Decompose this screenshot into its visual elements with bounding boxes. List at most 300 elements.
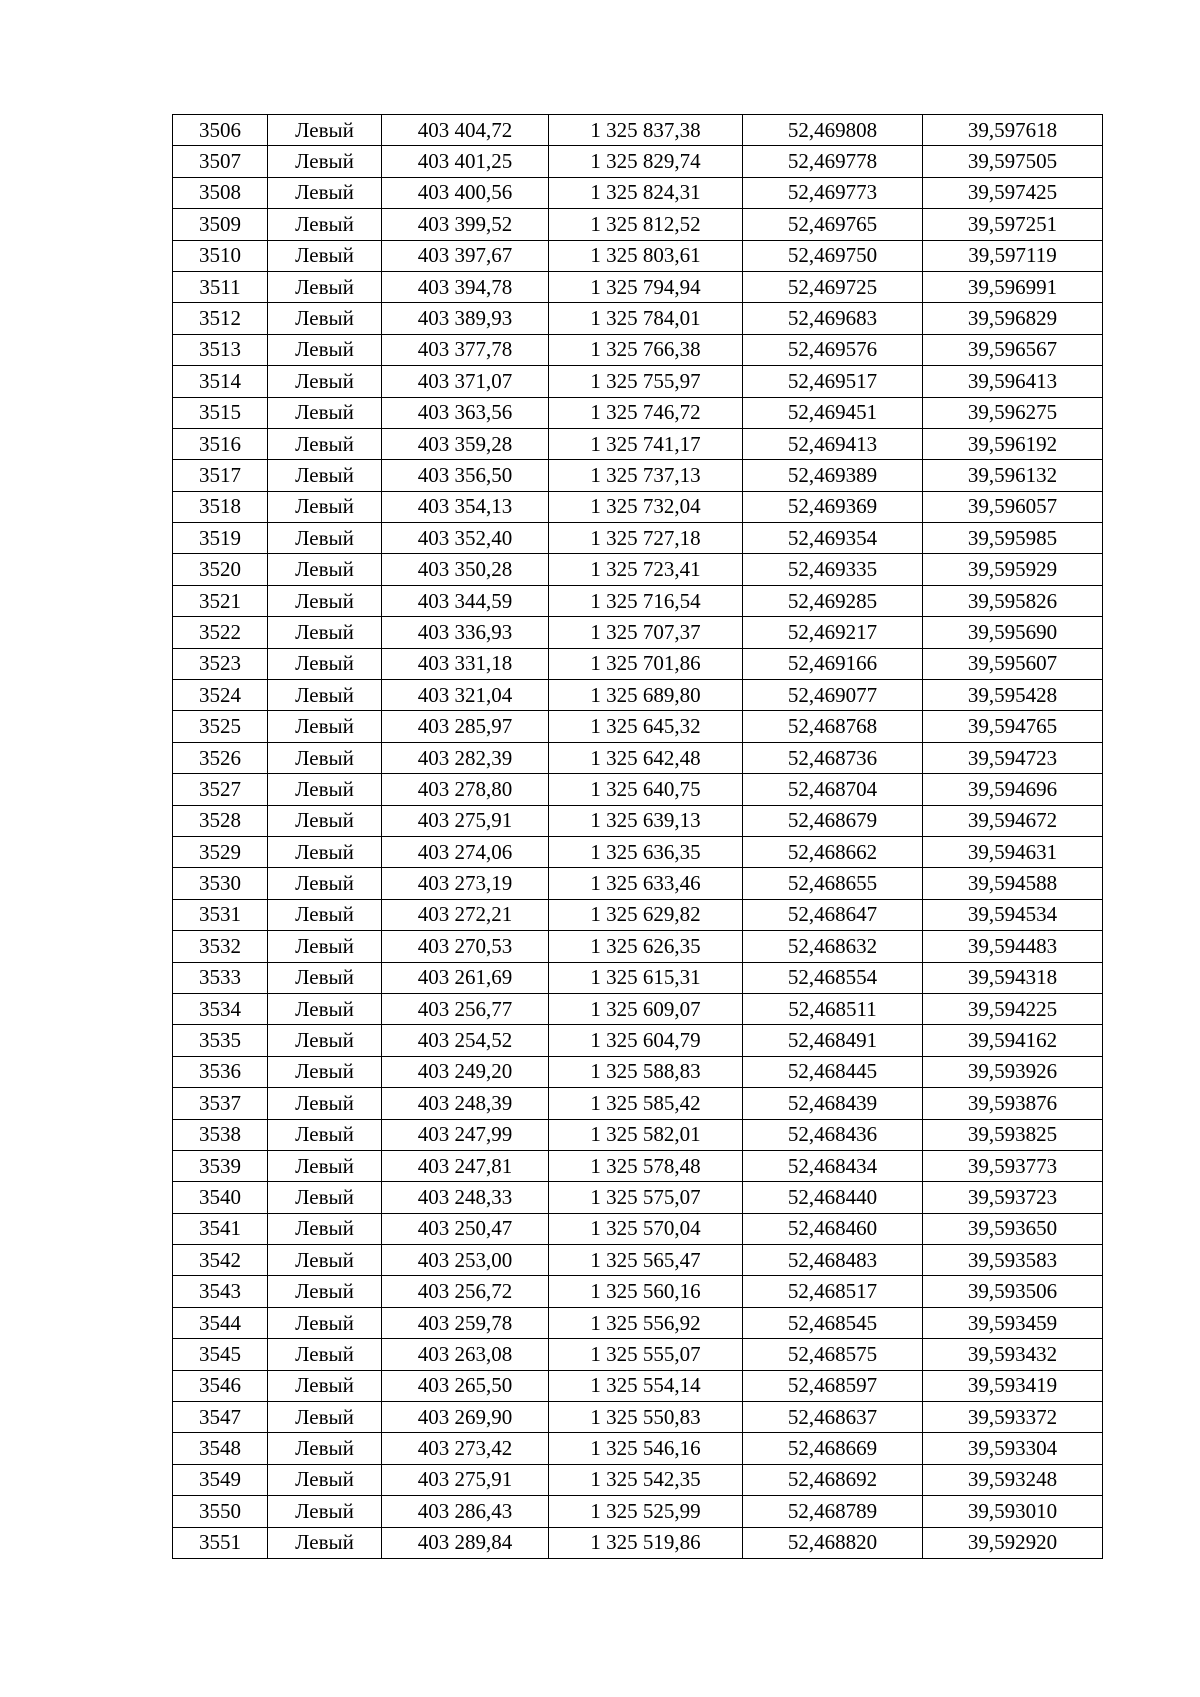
- longitude-cell: 39,594318: [923, 962, 1103, 993]
- table-row: [173, 868, 1103, 899]
- y-coordinate-cell: 1 325 723,41: [549, 554, 743, 585]
- point-number-cell: 3540: [173, 1182, 268, 1213]
- y-coordinate-cell: 1 325 727,18: [549, 523, 743, 554]
- point-number-cell: 3523: [173, 648, 268, 679]
- table-row: [173, 523, 1103, 554]
- longitude-cell: 39,594723: [923, 742, 1103, 773]
- point-number-cell: 3519: [173, 523, 268, 554]
- table-row: [173, 491, 1103, 522]
- latitude-cell: 52,469725: [743, 271, 923, 302]
- x-coordinate-cell: 403 256,77: [382, 993, 549, 1024]
- side-cell: Левый: [268, 334, 382, 365]
- table-row: [173, 1370, 1103, 1401]
- side-cell: Левый: [268, 1276, 382, 1307]
- longitude-cell: 39,593773: [923, 1150, 1103, 1181]
- y-coordinate-cell: 1 325 803,61: [549, 240, 743, 271]
- side-cell: Левый: [268, 805, 382, 836]
- y-coordinate-cell: 1 325 556,92: [549, 1307, 743, 1338]
- point-number-cell: 3520: [173, 554, 268, 585]
- longitude-cell: 39,593010: [923, 1496, 1103, 1527]
- latitude-cell: 52,469354: [743, 523, 923, 554]
- point-number-cell: 3514: [173, 366, 268, 397]
- point-number-cell: 3535: [173, 1025, 268, 1056]
- point-number-cell: 3525: [173, 711, 268, 742]
- y-coordinate-cell: 1 325 615,31: [549, 962, 743, 993]
- longitude-cell: 39,594672: [923, 805, 1103, 836]
- x-coordinate-cell: 403 250,47: [382, 1213, 549, 1244]
- side-cell: Левый: [268, 209, 382, 240]
- point-number-cell: 3516: [173, 428, 268, 459]
- point-number-cell: 3539: [173, 1150, 268, 1181]
- y-coordinate-cell: 1 325 582,01: [549, 1119, 743, 1150]
- x-coordinate-cell: 403 371,07: [382, 366, 549, 397]
- longitude-cell: 39,597618: [923, 115, 1103, 146]
- longitude-cell: 39,593876: [923, 1088, 1103, 1119]
- table-row: [173, 1088, 1103, 1119]
- latitude-cell: 52,469750: [743, 240, 923, 271]
- y-coordinate-cell: 1 325 546,16: [549, 1433, 743, 1464]
- latitude-cell: 52,469808: [743, 115, 923, 146]
- table-row: [173, 1402, 1103, 1433]
- x-coordinate-cell: 403 247,99: [382, 1119, 549, 1150]
- x-coordinate-cell: 403 344,59: [382, 585, 549, 616]
- longitude-cell: 39,593372: [923, 1402, 1103, 1433]
- latitude-cell: 52,468669: [743, 1433, 923, 1464]
- side-cell: Левый: [268, 585, 382, 616]
- side-cell: Левый: [268, 428, 382, 459]
- table-row: [173, 334, 1103, 365]
- x-coordinate-cell: 403 259,78: [382, 1307, 549, 1338]
- table-row: [173, 774, 1103, 805]
- x-coordinate-cell: 403 256,72: [382, 1276, 549, 1307]
- y-coordinate-cell: 1 325 784,01: [549, 303, 743, 334]
- side-cell: Левый: [268, 617, 382, 648]
- side-cell: Левый: [268, 460, 382, 491]
- latitude-cell: 52,468789: [743, 1496, 923, 1527]
- y-coordinate-cell: 1 325 609,07: [549, 993, 743, 1024]
- y-coordinate-cell: 1 325 755,97: [549, 366, 743, 397]
- point-number-cell: 3549: [173, 1464, 268, 1495]
- x-coordinate-cell: 403 399,52: [382, 209, 549, 240]
- table-row: [173, 1213, 1103, 1244]
- x-coordinate-cell: 403 352,40: [382, 523, 549, 554]
- x-coordinate-cell: 403 253,00: [382, 1245, 549, 1276]
- table-row: [173, 617, 1103, 648]
- side-cell: Левый: [268, 993, 382, 1024]
- table-row: [173, 1245, 1103, 1276]
- longitude-cell: 39,595985: [923, 523, 1103, 554]
- point-number-cell: 3524: [173, 680, 268, 711]
- y-coordinate-cell: 1 325 766,38: [549, 334, 743, 365]
- y-coordinate-cell: 1 325 794,94: [549, 271, 743, 302]
- longitude-cell: 39,596275: [923, 397, 1103, 428]
- table-row: [173, 240, 1103, 271]
- point-number-cell: 3537: [173, 1088, 268, 1119]
- side-cell: Левый: [268, 899, 382, 930]
- side-cell: Левый: [268, 1339, 382, 1370]
- table-row: [173, 1307, 1103, 1338]
- side-cell: Левый: [268, 146, 382, 177]
- longitude-cell: 39,596829: [923, 303, 1103, 334]
- point-number-cell: 3533: [173, 962, 268, 993]
- x-coordinate-cell: 403 273,19: [382, 868, 549, 899]
- longitude-cell: 39,597505: [923, 146, 1103, 177]
- latitude-cell: 52,468647: [743, 899, 923, 930]
- x-coordinate-cell: 403 274,06: [382, 836, 549, 867]
- table-row: [173, 428, 1103, 459]
- side-cell: Левый: [268, 491, 382, 522]
- latitude-cell: 52,468632: [743, 931, 923, 962]
- x-coordinate-cell: 403 285,97: [382, 711, 549, 742]
- point-number-cell: 3518: [173, 491, 268, 522]
- point-number-cell: 3506: [173, 115, 268, 146]
- latitude-cell: 52,469765: [743, 209, 923, 240]
- table-row: [173, 1496, 1103, 1527]
- x-coordinate-cell: 403 254,52: [382, 1025, 549, 1056]
- table-row: [173, 1150, 1103, 1181]
- y-coordinate-cell: 1 325 645,32: [549, 711, 743, 742]
- point-number-cell: 3551: [173, 1527, 268, 1558]
- side-cell: Левый: [268, 742, 382, 773]
- x-coordinate-cell: 403 282,39: [382, 742, 549, 773]
- latitude-cell: 52,468491: [743, 1025, 923, 1056]
- longitude-cell: 39,593432: [923, 1339, 1103, 1370]
- side-cell: Левый: [268, 836, 382, 867]
- latitude-cell: 52,469773: [743, 177, 923, 208]
- y-coordinate-cell: 1 325 570,04: [549, 1213, 743, 1244]
- longitude-cell: 39,593723: [923, 1182, 1103, 1213]
- point-number-cell: 3512: [173, 303, 268, 334]
- latitude-cell: 52,468445: [743, 1056, 923, 1087]
- coordinates-table-body: [173, 115, 1103, 1559]
- longitude-cell: 39,593825: [923, 1119, 1103, 1150]
- coordinates-table: [172, 114, 1103, 1559]
- x-coordinate-cell: 403 359,28: [382, 428, 549, 459]
- x-coordinate-cell: 403 249,20: [382, 1056, 549, 1087]
- longitude-cell: 39,597251: [923, 209, 1103, 240]
- side-cell: Левый: [268, 962, 382, 993]
- longitude-cell: 39,593926: [923, 1056, 1103, 1087]
- y-coordinate-cell: 1 325 689,80: [549, 680, 743, 711]
- longitude-cell: 39,595428: [923, 680, 1103, 711]
- point-number-cell: 3544: [173, 1307, 268, 1338]
- longitude-cell: 39,596132: [923, 460, 1103, 491]
- point-number-cell: 3509: [173, 209, 268, 240]
- latitude-cell: 52,469369: [743, 491, 923, 522]
- latitude-cell: 52,468637: [743, 1402, 923, 1433]
- side-cell: Левый: [268, 648, 382, 679]
- x-coordinate-cell: 403 247,81: [382, 1150, 549, 1181]
- longitude-cell: 39,595929: [923, 554, 1103, 585]
- latitude-cell: 52,468679: [743, 805, 923, 836]
- y-coordinate-cell: 1 325 604,79: [549, 1025, 743, 1056]
- table-row: [173, 899, 1103, 930]
- table-row: [173, 115, 1103, 146]
- longitude-cell: 39,594225: [923, 993, 1103, 1024]
- table-row: [173, 303, 1103, 334]
- side-cell: Левый: [268, 774, 382, 805]
- table-row: [173, 146, 1103, 177]
- point-number-cell: 3513: [173, 334, 268, 365]
- y-coordinate-cell: 1 325 542,35: [549, 1464, 743, 1495]
- longitude-cell: 39,593419: [923, 1370, 1103, 1401]
- side-cell: Левый: [268, 366, 382, 397]
- table-row: [173, 648, 1103, 679]
- table-row: [173, 271, 1103, 302]
- y-coordinate-cell: 1 325 550,83: [549, 1402, 743, 1433]
- table-row: [173, 1527, 1103, 1558]
- side-cell: Левый: [268, 931, 382, 962]
- longitude-cell: 39,593650: [923, 1213, 1103, 1244]
- x-coordinate-cell: 403 278,80: [382, 774, 549, 805]
- y-coordinate-cell: 1 325 812,52: [549, 209, 743, 240]
- x-coordinate-cell: 403 286,43: [382, 1496, 549, 1527]
- longitude-cell: 39,593583: [923, 1245, 1103, 1276]
- point-number-cell: 3531: [173, 899, 268, 930]
- y-coordinate-cell: 1 325 829,74: [549, 146, 743, 177]
- point-number-cell: 3507: [173, 146, 268, 177]
- longitude-cell: 39,597119: [923, 240, 1103, 271]
- point-number-cell: 3538: [173, 1119, 268, 1150]
- longitude-cell: 39,594588: [923, 868, 1103, 899]
- latitude-cell: 52,468820: [743, 1527, 923, 1558]
- latitude-cell: 52,468460: [743, 1213, 923, 1244]
- y-coordinate-cell: 1 325 737,13: [549, 460, 743, 491]
- y-coordinate-cell: 1 325 824,31: [549, 177, 743, 208]
- x-coordinate-cell: 403 289,84: [382, 1527, 549, 1558]
- x-coordinate-cell: 403 263,08: [382, 1339, 549, 1370]
- table-row: [173, 1433, 1103, 1464]
- x-coordinate-cell: 403 404,72: [382, 115, 549, 146]
- x-coordinate-cell: 403 270,53: [382, 931, 549, 962]
- point-number-cell: 3536: [173, 1056, 268, 1087]
- longitude-cell: 39,593459: [923, 1307, 1103, 1338]
- y-coordinate-cell: 1 325 746,72: [549, 397, 743, 428]
- side-cell: Левый: [268, 1370, 382, 1401]
- point-number-cell: 3530: [173, 868, 268, 899]
- longitude-cell: 39,594631: [923, 836, 1103, 867]
- side-cell: Левый: [268, 1150, 382, 1181]
- table-row: [173, 366, 1103, 397]
- table-row: [173, 209, 1103, 240]
- point-number-cell: 3526: [173, 742, 268, 773]
- latitude-cell: 52,469683: [743, 303, 923, 334]
- table-row: [173, 680, 1103, 711]
- point-number-cell: 3541: [173, 1213, 268, 1244]
- latitude-cell: 52,468662: [743, 836, 923, 867]
- x-coordinate-cell: 403 331,18: [382, 648, 549, 679]
- point-number-cell: 3548: [173, 1433, 268, 1464]
- latitude-cell: 52,469451: [743, 397, 923, 428]
- point-number-cell: 3543: [173, 1276, 268, 1307]
- side-cell: Левый: [268, 397, 382, 428]
- table-row: [173, 397, 1103, 428]
- table-row: [173, 962, 1103, 993]
- y-coordinate-cell: 1 325 578,48: [549, 1150, 743, 1181]
- longitude-cell: 39,594696: [923, 774, 1103, 805]
- x-coordinate-cell: 403 248,33: [382, 1182, 549, 1213]
- longitude-cell: 39,593304: [923, 1433, 1103, 1464]
- side-cell: Левый: [268, 1182, 382, 1213]
- x-coordinate-cell: 403 389,93: [382, 303, 549, 334]
- x-coordinate-cell: 403 350,28: [382, 554, 549, 585]
- x-coordinate-cell: 403 377,78: [382, 334, 549, 365]
- point-number-cell: 3532: [173, 931, 268, 962]
- table-row: [173, 993, 1103, 1024]
- x-coordinate-cell: 403 397,67: [382, 240, 549, 271]
- latitude-cell: 52,468575: [743, 1339, 923, 1370]
- point-number-cell: 3517: [173, 460, 268, 491]
- y-coordinate-cell: 1 325 585,42: [549, 1088, 743, 1119]
- table-row: [173, 585, 1103, 616]
- latitude-cell: 52,468439: [743, 1088, 923, 1119]
- latitude-cell: 52,468655: [743, 868, 923, 899]
- side-cell: Левый: [268, 680, 382, 711]
- point-number-cell: 3550: [173, 1496, 268, 1527]
- y-coordinate-cell: 1 325 716,54: [549, 585, 743, 616]
- side-cell: Левый: [268, 1496, 382, 1527]
- x-coordinate-cell: 403 275,91: [382, 1464, 549, 1495]
- y-coordinate-cell: 1 325 626,35: [549, 931, 743, 962]
- y-coordinate-cell: 1 325 707,37: [549, 617, 743, 648]
- point-number-cell: 3542: [173, 1245, 268, 1276]
- latitude-cell: 52,468483: [743, 1245, 923, 1276]
- point-number-cell: 3515: [173, 397, 268, 428]
- latitude-cell: 52,468511: [743, 993, 923, 1024]
- side-cell: Левый: [268, 271, 382, 302]
- x-coordinate-cell: 403 272,21: [382, 899, 549, 930]
- side-cell: Левый: [268, 115, 382, 146]
- latitude-cell: 52,469413: [743, 428, 923, 459]
- y-coordinate-cell: 1 325 642,48: [549, 742, 743, 773]
- y-coordinate-cell: 1 325 633,46: [549, 868, 743, 899]
- point-number-cell: 3511: [173, 271, 268, 302]
- x-coordinate-cell: 403 269,90: [382, 1402, 549, 1433]
- x-coordinate-cell: 403 265,50: [382, 1370, 549, 1401]
- latitude-cell: 52,469778: [743, 146, 923, 177]
- y-coordinate-cell: 1 325 741,17: [549, 428, 743, 459]
- point-number-cell: 3528: [173, 805, 268, 836]
- table-row: [173, 1056, 1103, 1087]
- table-row: [173, 836, 1103, 867]
- y-coordinate-cell: 1 325 837,38: [549, 115, 743, 146]
- x-coordinate-cell: 403 273,42: [382, 1433, 549, 1464]
- point-number-cell: 3522: [173, 617, 268, 648]
- longitude-cell: 39,596192: [923, 428, 1103, 459]
- latitude-cell: 52,468768: [743, 711, 923, 742]
- table-row: [173, 711, 1103, 742]
- side-cell: Левый: [268, 554, 382, 585]
- point-number-cell: 3527: [173, 774, 268, 805]
- table-row: [173, 742, 1103, 773]
- y-coordinate-cell: 1 325 555,07: [549, 1339, 743, 1370]
- y-coordinate-cell: 1 325 575,07: [549, 1182, 743, 1213]
- longitude-cell: 39,597425: [923, 177, 1103, 208]
- y-coordinate-cell: 1 325 565,47: [549, 1245, 743, 1276]
- side-cell: Левый: [268, 868, 382, 899]
- point-number-cell: 3510: [173, 240, 268, 271]
- side-cell: Левый: [268, 1433, 382, 1464]
- longitude-cell: 39,592920: [923, 1527, 1103, 1558]
- longitude-cell: 39,596057: [923, 491, 1103, 522]
- side-cell: Левый: [268, 1307, 382, 1338]
- x-coordinate-cell: 403 356,50: [382, 460, 549, 491]
- side-cell: Левый: [268, 1213, 382, 1244]
- table-row: [173, 1276, 1103, 1307]
- side-cell: Левый: [268, 177, 382, 208]
- y-coordinate-cell: 1 325 560,16: [549, 1276, 743, 1307]
- longitude-cell: 39,593506: [923, 1276, 1103, 1307]
- y-coordinate-cell: 1 325 636,35: [549, 836, 743, 867]
- point-number-cell: 3547: [173, 1402, 268, 1433]
- latitude-cell: 52,469077: [743, 680, 923, 711]
- table-row: [173, 460, 1103, 491]
- x-coordinate-cell: 403 336,93: [382, 617, 549, 648]
- x-coordinate-cell: 403 363,56: [382, 397, 549, 428]
- y-coordinate-cell: 1 325 701,86: [549, 648, 743, 679]
- side-cell: Левый: [268, 1527, 382, 1558]
- table-row: [173, 177, 1103, 208]
- point-number-cell: 3545: [173, 1339, 268, 1370]
- table-row: [173, 554, 1103, 585]
- latitude-cell: 52,468517: [743, 1276, 923, 1307]
- side-cell: Левый: [268, 1402, 382, 1433]
- y-coordinate-cell: 1 325 640,75: [549, 774, 743, 805]
- latitude-cell: 52,468736: [743, 742, 923, 773]
- side-cell: Левый: [268, 1245, 382, 1276]
- point-number-cell: 3508: [173, 177, 268, 208]
- side-cell: Левый: [268, 303, 382, 334]
- latitude-cell: 52,468692: [743, 1464, 923, 1495]
- latitude-cell: 52,469335: [743, 554, 923, 585]
- y-coordinate-cell: 1 325 525,99: [549, 1496, 743, 1527]
- y-coordinate-cell: 1 325 639,13: [549, 805, 743, 836]
- y-coordinate-cell: 1 325 554,14: [549, 1370, 743, 1401]
- point-number-cell: 3546: [173, 1370, 268, 1401]
- table-row: [173, 1182, 1103, 1213]
- longitude-cell: 39,593248: [923, 1464, 1103, 1495]
- side-cell: Левый: [268, 711, 382, 742]
- table-row: [173, 1119, 1103, 1150]
- point-number-cell: 3529: [173, 836, 268, 867]
- latitude-cell: 52,469217: [743, 617, 923, 648]
- longitude-cell: 39,594483: [923, 931, 1103, 962]
- latitude-cell: 52,469517: [743, 366, 923, 397]
- x-coordinate-cell: 403 321,04: [382, 680, 549, 711]
- latitude-cell: 52,469576: [743, 334, 923, 365]
- x-coordinate-cell: 403 354,13: [382, 491, 549, 522]
- x-coordinate-cell: 403 400,56: [382, 177, 549, 208]
- longitude-cell: 39,594765: [923, 711, 1103, 742]
- x-coordinate-cell: 403 248,39: [382, 1088, 549, 1119]
- latitude-cell: 52,468597: [743, 1370, 923, 1401]
- longitude-cell: 39,595607: [923, 648, 1103, 679]
- longitude-cell: 39,596413: [923, 366, 1103, 397]
- point-number-cell: 3521: [173, 585, 268, 616]
- latitude-cell: 52,469285: [743, 585, 923, 616]
- longitude-cell: 39,595826: [923, 585, 1103, 616]
- side-cell: Левый: [268, 1056, 382, 1087]
- latitude-cell: 52,468440: [743, 1182, 923, 1213]
- side-cell: Левый: [268, 240, 382, 271]
- latitude-cell: 52,468436: [743, 1119, 923, 1150]
- latitude-cell: 52,468554: [743, 962, 923, 993]
- y-coordinate-cell: 1 325 588,83: [549, 1056, 743, 1087]
- table-row: [173, 931, 1103, 962]
- table-row: [173, 1339, 1103, 1370]
- y-coordinate-cell: 1 325 519,86: [549, 1527, 743, 1558]
- table-row: [173, 805, 1103, 836]
